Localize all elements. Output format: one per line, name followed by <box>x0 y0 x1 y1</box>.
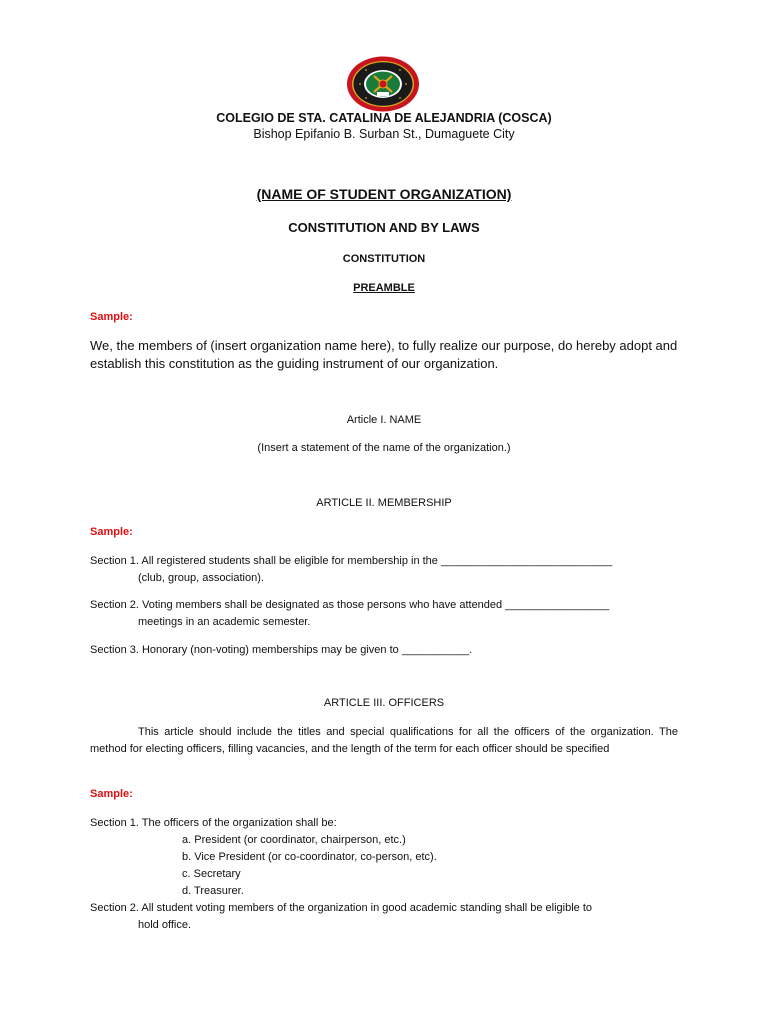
officers-section-line: Section 1. The officers of the organization shall be: <box>90 817 337 829</box>
officer-item: a. President (or coordinator, chairperson, etc.) <box>182 834 406 846</box>
article-2-heading: ARTICLE II. MEMBERSHIP <box>316 497 452 509</box>
school-seal-logo <box>346 56 420 112</box>
officer-item: c. Secretary <box>182 868 241 880</box>
article-3-section-1 <box>90 815 678 900</box>
section-2-line-1: Section 2. All student voting members of the organization in good academic standing shall be eligible to <box>90 902 593 914</box>
section-2-line-1: Section 2. Voting members shall be designated as those persons who have attended _________________ <box>90 599 610 611</box>
organization-name-heading: (NAME OF STUDENT ORGANIZATION) <box>256 186 512 202</box>
article-3-heading: ARTICLE III. OFFICERS <box>323 697 445 709</box>
article-3-intro: This article should include the titles and special qualifications for all the officers of the organization. The method for electing officers, filling vacancies, and the length of the term for each officer should be specified <box>90 726 678 755</box>
section-1-line-1: Section 1. All registered students shall be eligible for membership in the ____________________________ <box>90 555 613 567</box>
section-2-line-2: meetings in an academic semester. <box>138 616 311 628</box>
article-2-sample-label: Sample: <box>90 526 133 538</box>
section-1-line-2: (club, group, association). <box>138 572 264 584</box>
article-2-section-3: Section 3. Honorary (non-voting) memberships may be given to ___________. <box>90 644 473 656</box>
preamble-text: We, the members of (insert organization name here), to fully realize our purpose, do hereby adopt and establish this constitution as the guiding instrument of our organization. <box>90 338 678 371</box>
constitution-heading: CONSTITUTION <box>342 253 426 265</box>
school-name: COLEGIO DE STA. CATALINA DE ALEJANDRIA (COSCA) <box>216 111 552 125</box>
preamble-heading: PREAMBLE <box>353 282 415 294</box>
article-3-section-2 <box>90 900 678 934</box>
article-3-sample-label: Sample: <box>90 788 133 800</box>
article-2-section-1 <box>90 553 678 587</box>
school-address: Bishop Epifanio B. Surban St., Dumaguete City <box>253 127 515 141</box>
officer-item: b. Vice President (or co-coordinator, co-person, etc). <box>182 851 437 863</box>
article-1-text: (Insert a statement of the name of the organization.) <box>257 442 511 454</box>
document-title: CONSTITUTION AND BY LAWS <box>288 220 480 235</box>
article-2-section-2 <box>90 597 678 631</box>
article-1-heading: Article I. NAME <box>346 414 422 426</box>
preamble-sample-label: Sample: <box>90 311 133 323</box>
officer-item: d. Treasurer. <box>182 885 244 897</box>
section-2-line-2: hold office. <box>138 919 192 931</box>
